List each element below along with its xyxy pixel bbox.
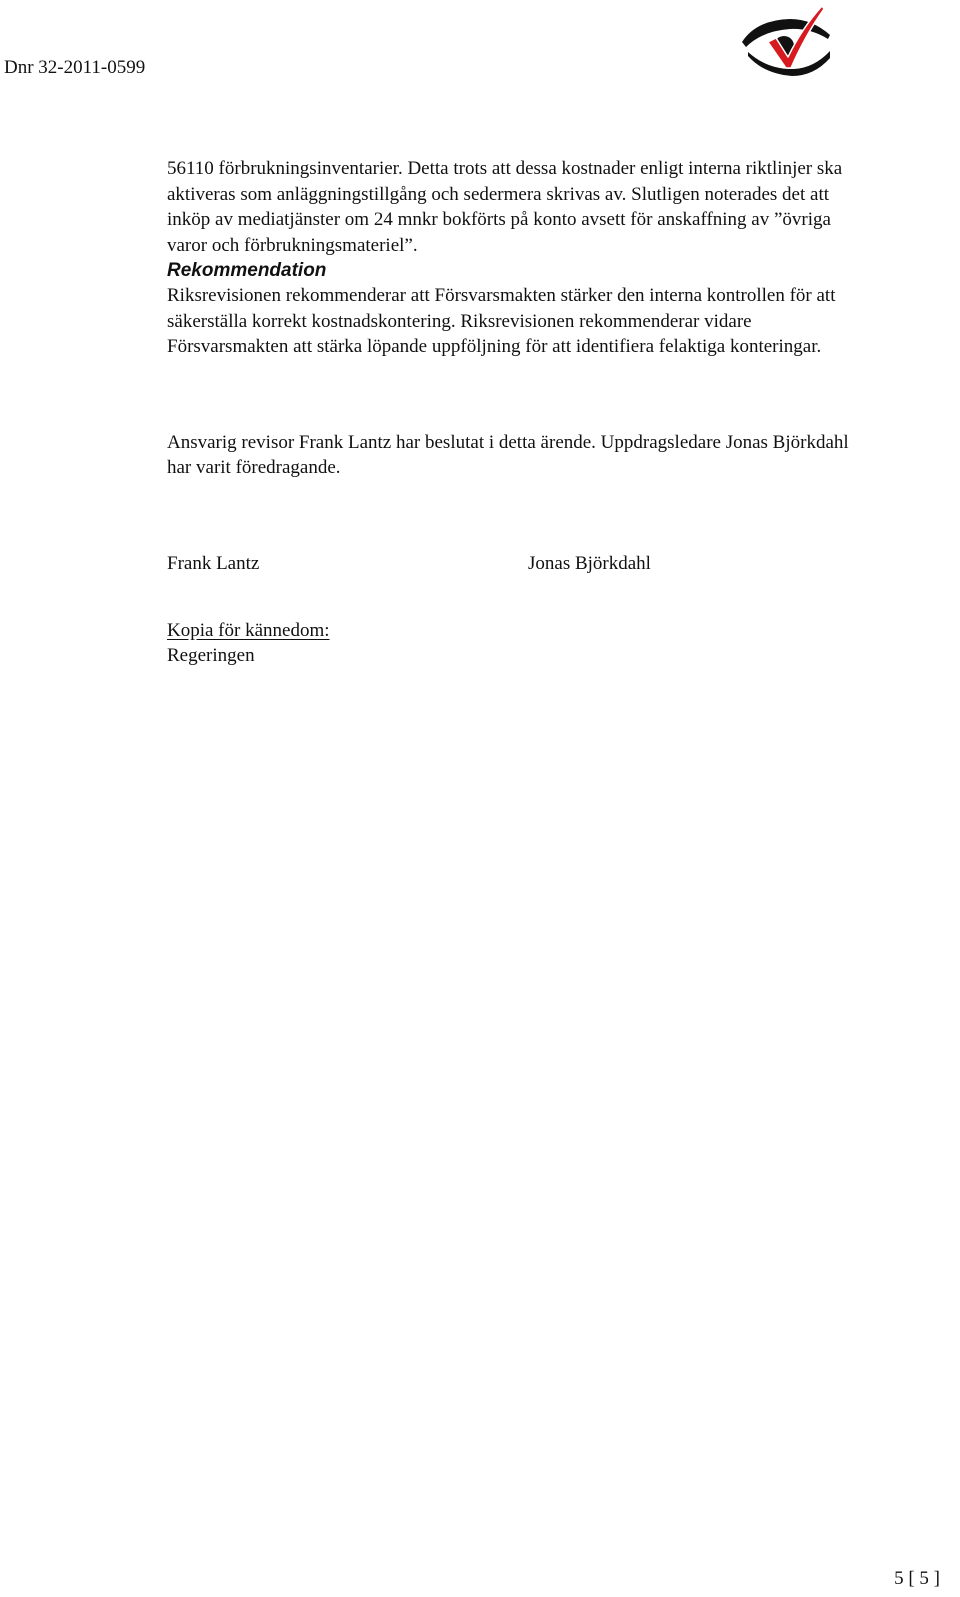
signature-block — [167, 551, 867, 577]
intro-paragraph: 56110 förbrukningsinventarier. Detta trots att dessa kostnader enligt interna riktlinjer ska aktiveras som anläggningstillgång och sedermera skrivas av. Slutligen noterades det att inköp av mediatjänster om 24 mnkr bokförts på konto avsett för anskaffning av ”övriga varor och förbrukningsmateriel”. — [167, 158, 843, 256]
copy-label: Kopia för kännedom: — [167, 619, 330, 641]
signer-frank-lantz: Frank Lantz — [167, 552, 260, 574]
riksrevisionen-logo-icon — [738, 2, 838, 78]
responsibility-paragraph: Ansvarig revisor Frank Lantz har beslutat i detta ärende. Uppdragsledare Jonas Björkdahl har varit föredragande. — [167, 431, 849, 478]
letter-content — [167, 156, 867, 669]
logo-check-mark — [768, 6, 824, 68]
copy-recipient: Regeringen — [167, 645, 255, 666]
recommendation-heading: Rekommendation — [167, 260, 327, 281]
spacer — [167, 577, 867, 618]
recommendation-paragraph: Riksrevisionen rekommenderar att Försvarsmakten stärker den interna kontrollen för att säkerställa korrekt kostnadskontering. Riksrevisionen rekommenderar vidare Försvarsmakten att stärka löpande uppföljning för att identifiera felaktiga konteringar. — [167, 285, 836, 357]
spacer — [167, 481, 867, 551]
signer-jonas-bjorkdahl: Jonas Björkdahl — [528, 552, 651, 574]
page-number: 5 [ 5 ] — [894, 1568, 940, 1589]
document-number: Dnr 32-2011-0599 — [4, 57, 146, 78]
copy-section — [167, 618, 867, 644]
spacer — [167, 360, 867, 430]
